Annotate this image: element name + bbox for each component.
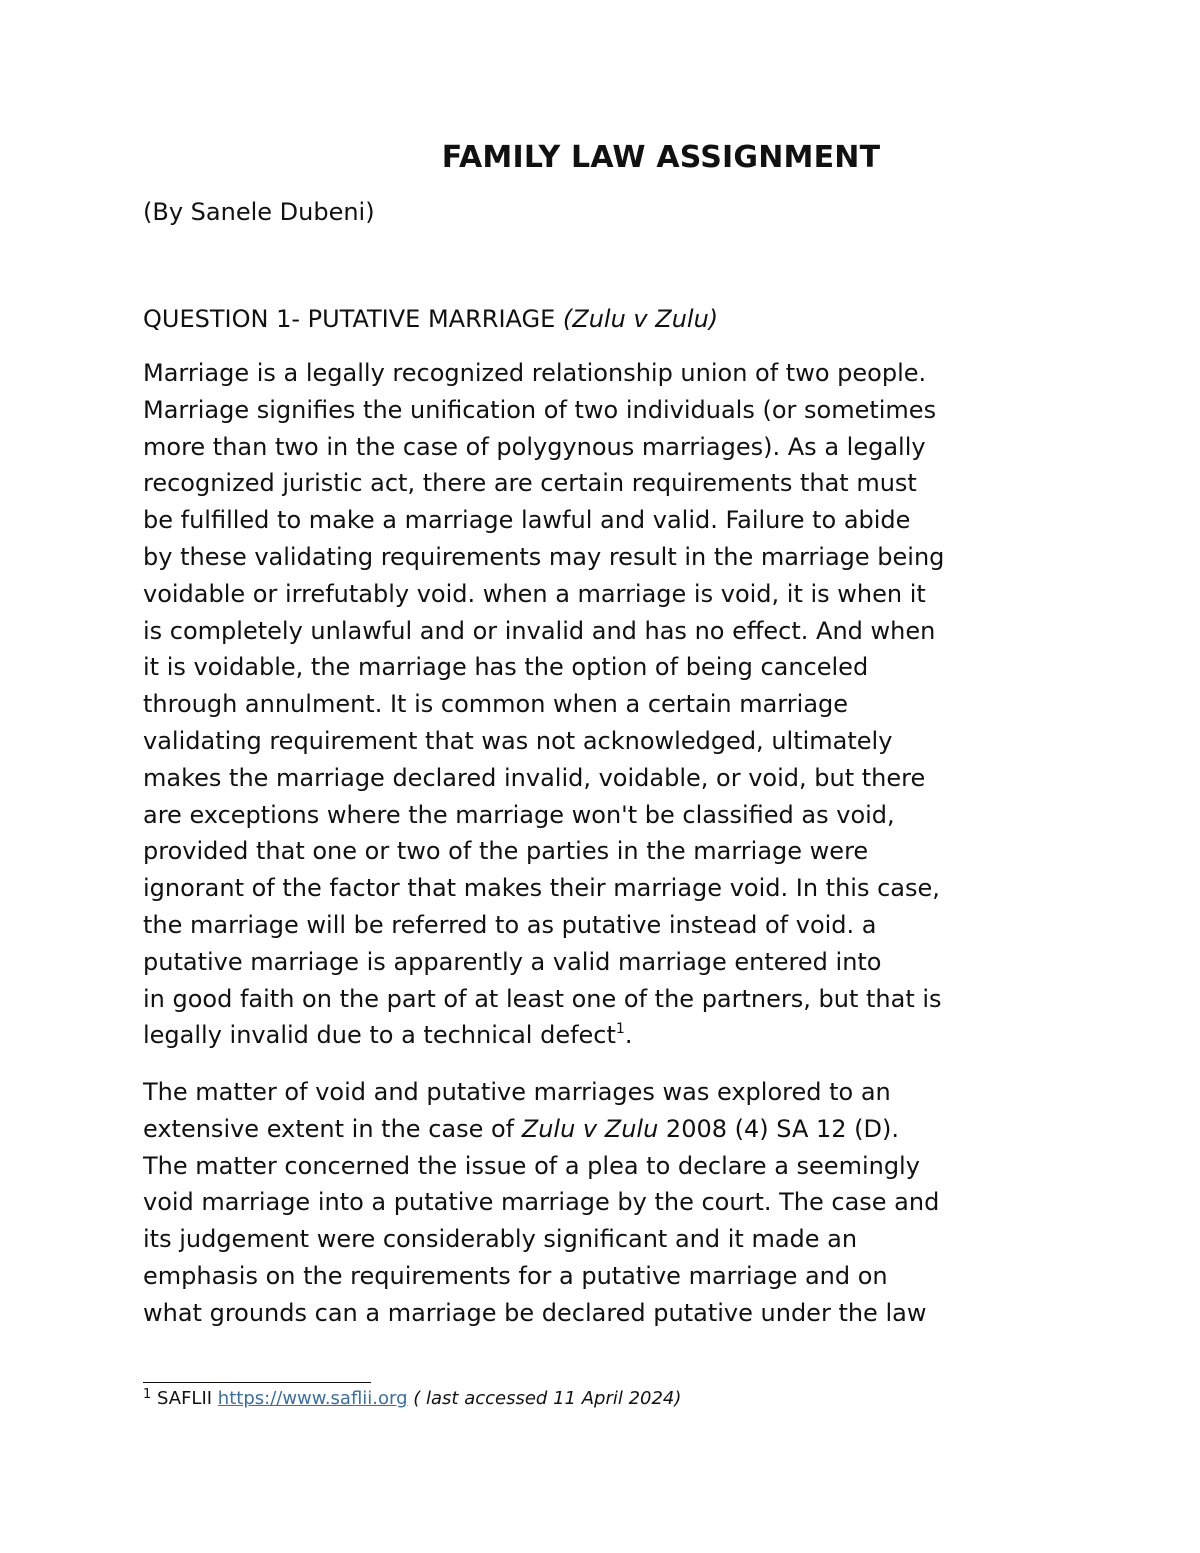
document-title: FAMILY LAW ASSIGNMENT [441, 140, 881, 175]
paragraph-line: what grounds can a marriage be declared putative under the law [143, 1298, 927, 1327]
paragraph-line: void marriage into a putative marriage by the court. The case and [143, 1188, 940, 1217]
paragraph-line: provided that one or two of the parties in the marriage were [143, 837, 869, 866]
paragraph-line: The matter of void and putative marriages was explored to an [143, 1078, 891, 1106]
paragraph-line: makes the marriage declared invalid, voidable, or void, but there [143, 763, 926, 792]
paragraph-line: is completely unlawful and or invalid and has no effect. And when [143, 616, 936, 645]
footnote [143, 1388, 681, 1409]
paragraph-line: be fulfilled to make a marriage lawful and valid. Failure to abide [143, 506, 911, 535]
paragraph-line-text: legally invalid due to a technical defect [143, 1021, 616, 1050]
paragraph-line: more than two in the case of polygynous marriages). As a legally [143, 432, 926, 461]
paragraph-line: through annulment. It is common when a certain marriage [143, 690, 849, 719]
paragraph-line: emphasis on the requirements for a putative marriage and on [143, 1261, 888, 1290]
paragraph-line: putative marriage is apparently a valid marriage entered into [143, 947, 882, 976]
case-citation-reference: 2008 (4) SA 12 (D). [658, 1114, 899, 1143]
paragraph-line-with-citation [143, 1111, 1068, 1148]
question-case-name: (Zulu v Zulu) [562, 305, 719, 333]
paragraph-line: in good faith on the part of at least one of the partners, but that is [143, 984, 942, 1013]
question-heading [143, 305, 718, 333]
paragraph-line: The matter concerned the issue of a plea to declare a seemingly [143, 1151, 920, 1180]
paragraph-line: validating requirement that was not acknowledged, ultimately [143, 726, 893, 755]
paragraph-line-end: . [624, 1021, 633, 1050]
paragraph-line: Marriage signifies the unification of two individuals (or sometimes [143, 395, 937, 424]
paragraph-line: by these validating requirements may result in the marriage being [143, 542, 945, 571]
paragraph-line: voidable or irrefutably void. when a marriage is void, it is when it [143, 579, 926, 608]
footnote-reference[interactable]: 1 [615, 1021, 625, 1038]
paragraph-zulu-case [143, 1074, 1068, 1332]
paragraph-line: it is voidable, the marriage has the option of being canceled [143, 653, 869, 682]
paragraph-line: its judgement were considerably significant and it made an [143, 1225, 858, 1254]
paragraph-marriage-definition [143, 355, 1068, 1054]
author-byline: (By Sanele Dubeni) [143, 198, 375, 226]
footnote-number: 1 [143, 1387, 152, 1402]
paragraph-line: Marriage is a legally recognized relationship union of two people. [143, 359, 927, 387]
question-heading-text: QUESTION 1- PUTATIVE MARRIAGE [143, 305, 563, 333]
paragraph-line: ignorant of the factor that makes their marriage void. In this case, [143, 874, 940, 903]
paragraph-line-text: extensive extent in the case of [143, 1114, 522, 1143]
paragraph-last-line [143, 1017, 1068, 1054]
paragraph-line: the marriage will be referred to as putative instead of void. a [143, 910, 877, 939]
footnote-separator [143, 1382, 371, 1383]
footnote-source: SAFLII [151, 1388, 218, 1409]
footnote-link[interactable]: https://www.saflii.org [217, 1388, 408, 1409]
paragraph-line: recognized juristic act, there are certain requirements that must [143, 469, 917, 498]
case-citation-name: Zulu v Zulu [521, 1114, 659, 1143]
footnote-accessed-date: ( last accessed 11 April 2024) [407, 1388, 682, 1409]
paragraph-line: are exceptions where the marriage won't be classified as void, [143, 800, 895, 829]
